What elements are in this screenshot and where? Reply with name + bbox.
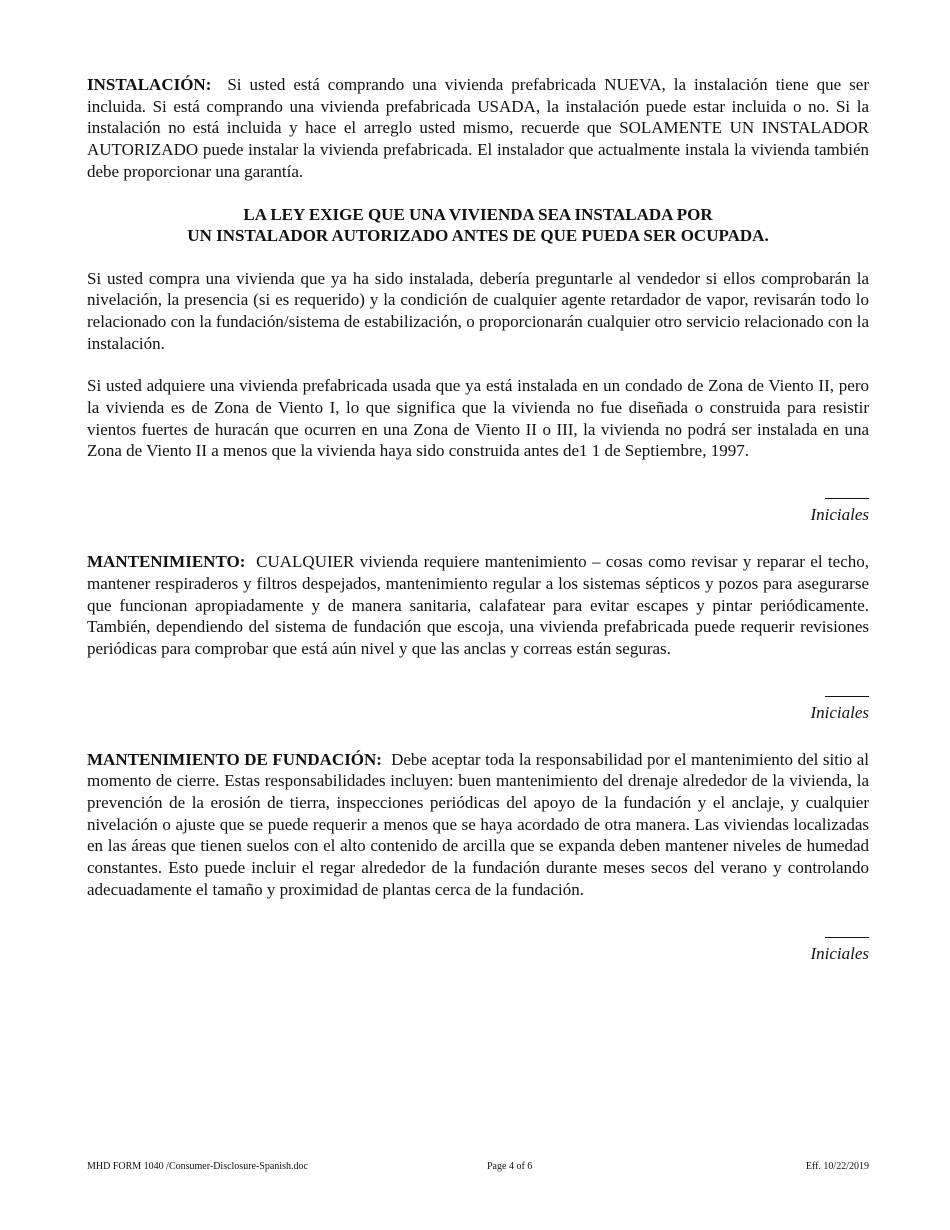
footer-form-name: MHD FORM 1040 /Consumer-Disclosure-Spanish.doc [87,1161,308,1172]
law-heading [87,204,869,247]
law-heading-line2: UN INSTALADOR AUTORIZADO ANTES DE QUE PUEDA SER OCUPADA. [187,226,769,246]
initials-line[interactable] [825,695,869,697]
installed-home-paragraph: Si usted compra una vivienda que ya ha sido instalada, debería preguntarle al vendedor si ellos comprobarán la nivelación, la presencia (si es requerido) y la condición de cualquier agente retardador de vapor, revisarán todo lo relacionado con la fundación/sistema de estabilización, o proporcionarán cualquier otro servicio relacionado con la instalación. [87,268,869,353]
installation-label: INSTALACIÓN: [87,75,212,94]
installation-text: Si usted está comprando una vivienda prefabricada NUEVA, la instalación tiene que ser incluida. Si está comprando una vivienda prefabricada USADA, la instalación puede estar incluida o no. Si la instalación no está incluida y hace el arreglo usted mismo, recuerde que SOLAMENTE UN INSTALADOR AUTORIZADO puede instalar la vivienda prefabricada. El instalador que actualmente instala la vivienda también debe proporcionar una garantía. [87,75,869,181]
footer-effective-date: Eff. 10/22/2019 [805,1161,869,1172]
installation-paragraph [87,74,869,183]
document-page [87,74,869,964]
initials-line[interactable] [825,936,869,938]
wind-zone-paragraph: Si usted adquiere una vivienda prefabricada usada que ya está instalada en un condado de Zona de Viento II, pero la vivienda es de Zona de Viento I, lo que significa que la vivienda no fue diseñada o construida para resistir vientos fuertes de huracán que ocurren en una Zona de Viento II o III, la vivienda no podrá ser instalada en una Zona de Viento II a menos que la vivienda haya sido construida antes de1 1 de Septiembre, 1997. [87,376,869,461]
initials-block-2 [87,682,869,723]
footer-page-number: Page 4 of 6 [487,1161,533,1172]
maintenance-paragraph [87,551,869,660]
foundation-maintenance-text: Debe aceptar toda la responsabilidad por el mantenimiento del sitio al momento de cierre. Estas responsabilidades incluyen: buen mantenimiento del drenaje alrededor de la vivienda, la prevención de la erosión de tierra, inspecciones periódicas del apoyo de la fundación y el anclaje, y cualquier nivelación o ajuste que se puede requerir a menos que se haya acordado de otra manera. Las viviendas localizadas en las áreas que tienen suelos con el alto contenido de arcilla que se expanda deben mantener niveles de humedad constantes. Esto puede incluir el regar alrededor de la fundación durante meses secos del verano y controlando adecuadamente el tamaño y proximidad de plantas cerca de la fundación. [87,749,869,899]
initials-line[interactable] [825,497,869,499]
maintenance-label: MANTENIMIENTO: [87,552,246,572]
initials-label: Iniciales [810,505,869,525]
foundation-maintenance-paragraph [87,749,869,901]
initials-block-3 [87,923,869,964]
initials-block-1 [87,484,869,525]
foundation-maintenance-label: MANTENIMIENTO DE FUNDACIÓN: [87,749,382,769]
maintenance-text: CUALQUIER vivienda requiere mantenimiento – cosas como revisar y reparar el techo, mantener respiraderos y filtros despejados, mantenimiento regular a los sistemas sépticos y pozos para asegurarse que funcionan apropiadamente y de manera sanitaria, calafatear para evitar escapes y pintar periódicamente. También, dependiendo del sistema de fundación que escoja, una vivienda prefabricada puede requerir revisiones periódicas para comprobar que está aún nivel y que las anclas y correas están seguras. [87,552,869,658]
initials-label: Iniciales [810,702,869,722]
initials-label: Iniciales [810,943,869,963]
law-heading-line1: LA LEY EXIGE QUE UNA VIVIENDA SEA INSTALADA POR [243,204,713,224]
